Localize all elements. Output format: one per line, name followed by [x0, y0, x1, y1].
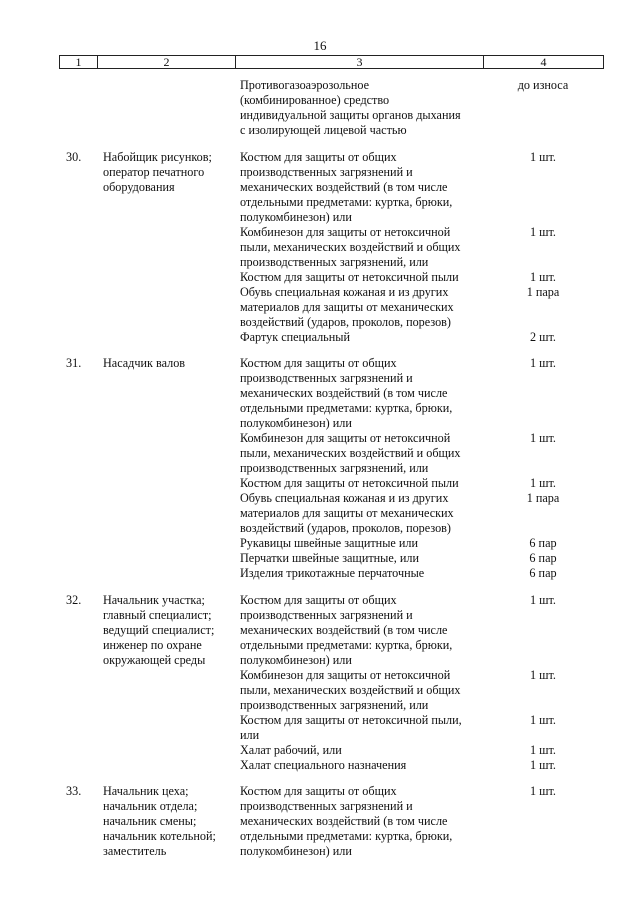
row-number: 32. — [66, 593, 82, 607]
job-title-line: ведущий специалист; — [103, 623, 215, 637]
item-text-line: или — [240, 728, 260, 742]
item-text-line: механических воздействий (в том числе — [240, 180, 448, 194]
item-text-line: механических воздействий (в том числе — [240, 623, 448, 637]
item-qty: 1 шт. — [530, 225, 556, 239]
item-text-line: воздействий (ударов, проколов, порезов) — [240, 521, 451, 535]
item-text-line: полукомбинезон) или — [240, 416, 352, 430]
item-text-line: производственных загрязнений, или — [240, 698, 429, 712]
item-text-line: механических воздействий (в том числе — [240, 814, 448, 828]
item-text-line: Халат специального назначения — [240, 758, 407, 772]
header-col-3: 3 — [236, 56, 484, 69]
item-text-line: воздействий (ударов, проколов, порезов) — [240, 315, 451, 329]
item-text-line: отдельными предметами: куртка, брюки, — [240, 829, 453, 843]
item-text-line: Комбинезон для защиты от нетоксичной — [240, 225, 451, 239]
item-text-line: Костюм для защиты от общих — [240, 356, 397, 370]
item-qty: 1 шт. — [530, 270, 556, 284]
job-title-line: начальник смены; — [103, 814, 197, 828]
job-title-line: инженер по охране — [103, 638, 202, 652]
item-text-line: с изолирующей лицевой частью — [240, 123, 407, 137]
item-text-line: Костюм для защиты от нетоксичной пыли — [240, 270, 459, 284]
item-qty: до износа — [517, 78, 569, 92]
item-text-line: Халат рабочий, или — [240, 743, 342, 757]
row-number: 30. — [66, 150, 82, 164]
item-text-line: отдельными предметами: куртка, брюки, — [240, 401, 453, 415]
job-title-line: начальник отдела; — [103, 799, 198, 813]
item-text-line: Рукавицы швейные защитные или — [240, 536, 418, 550]
item-qty: 1 шт. — [530, 593, 556, 607]
job-title-line: окружающей среды — [103, 653, 206, 667]
item-qty: 6 пар — [529, 566, 557, 580]
item-qty: 1 пара — [526, 285, 560, 299]
item-text-line: Обувь специальная кожаная и из других — [240, 285, 449, 299]
item-qty: 1 шт. — [530, 758, 556, 772]
item-text-line: производственных загрязнений, или — [240, 461, 429, 475]
item-text-line: Перчатки швейные защитные, или — [240, 551, 420, 565]
item-qty: 6 пар — [529, 536, 557, 550]
item-qty: 1 шт. — [530, 431, 556, 445]
item-qty: 1 шт. — [530, 476, 556, 490]
row-number: 31. — [66, 356, 82, 370]
item-text-line: (комбинированное) средство — [240, 93, 390, 107]
item-text-line: полукомбинезон) или — [240, 210, 352, 224]
item-text-line: пыли, механических воздействий и общих — [240, 240, 461, 254]
item-qty: 1 шт. — [530, 356, 556, 370]
item-text-line: Обувь специальная кожаная и из других — [240, 491, 449, 505]
item-text-line: производственных загрязнений и — [240, 799, 413, 813]
item-qty: 1 шт. — [530, 668, 556, 682]
job-title-line: Начальник цеха; — [103, 784, 189, 798]
job-title-line: заместитель — [103, 844, 167, 858]
header-col-1: 1 — [60, 56, 98, 69]
item-qty: 1 шт. — [530, 784, 556, 798]
item-text-line: материалов для защиты от механических — [240, 506, 454, 520]
item-text-line: отдельными предметами: куртка, брюки, — [240, 638, 453, 652]
header-col-2: 2 — [98, 56, 236, 69]
job-title-line: оператор печатного — [103, 165, 205, 179]
item-text-line: Костюм для защиты от общих — [240, 593, 397, 607]
job-title-line: главный специалист; — [103, 608, 212, 622]
item-text-line: Фартук специальный — [240, 330, 350, 344]
item-text-line: Комбинезон для защиты от нетоксичной — [240, 668, 451, 682]
item-text-line: Костюм для защиты от общих — [240, 150, 397, 164]
item-qty: 1 шт. — [530, 743, 556, 757]
job-title-line: Начальник участка; — [103, 593, 205, 607]
item-text-line: производственных загрязнений и — [240, 165, 413, 179]
item-qty: 2 шт. — [530, 330, 556, 344]
item-text-line: производственных загрязнений, или — [240, 255, 429, 269]
item-text-line: Костюм для защиты от нетоксичной пыли, — [240, 713, 462, 727]
item-text-line: пыли, механических воздействий и общих — [240, 446, 461, 460]
item-text-line: производственных загрязнений и — [240, 608, 413, 622]
item-text-line: Костюм для защиты от общих — [240, 784, 397, 798]
item-text-line: полукомбинезон) или — [240, 653, 352, 667]
item-text-line: производственных загрязнений и — [240, 371, 413, 385]
page-number: 16 — [313, 38, 327, 53]
item-text-line: механических воздействий (в том числе — [240, 386, 448, 400]
item-text-line: Костюм для защиты от нетоксичной пыли — [240, 476, 459, 490]
item-text-line: индивидуальной защиты органов дыхания — [240, 108, 461, 122]
item-qty: 1 пара — [526, 491, 560, 505]
item-text-line: Изделия трикотажные перчаточные — [240, 566, 425, 580]
job-title-line: оборудования — [103, 180, 175, 194]
item-text-line: пыли, механических воздействий и общих — [240, 683, 461, 697]
item-qty: 1 шт. — [530, 713, 556, 727]
header-col-4: 4 — [484, 56, 604, 69]
item-qty: 6 пар — [529, 551, 557, 565]
table-header — [59, 55, 604, 69]
row-number: 33. — [66, 784, 82, 798]
item-qty: 1 шт. — [530, 150, 556, 164]
item-text-line: отдельными предметами: куртка, брюки, — [240, 195, 453, 209]
item-text-line: Комбинезон для защиты от нетоксичной — [240, 431, 451, 445]
job-title-line: Насадчик валов — [103, 356, 186, 370]
item-text-line: полукомбинезон) или — [240, 844, 352, 858]
item-text-line: Противогазоаэрозольное — [240, 78, 370, 92]
job-title-line: Набойщик рисунков; — [103, 150, 212, 164]
item-text-line: материалов для защиты от механических — [240, 300, 454, 314]
job-title-line: начальник котельной; — [103, 829, 216, 843]
